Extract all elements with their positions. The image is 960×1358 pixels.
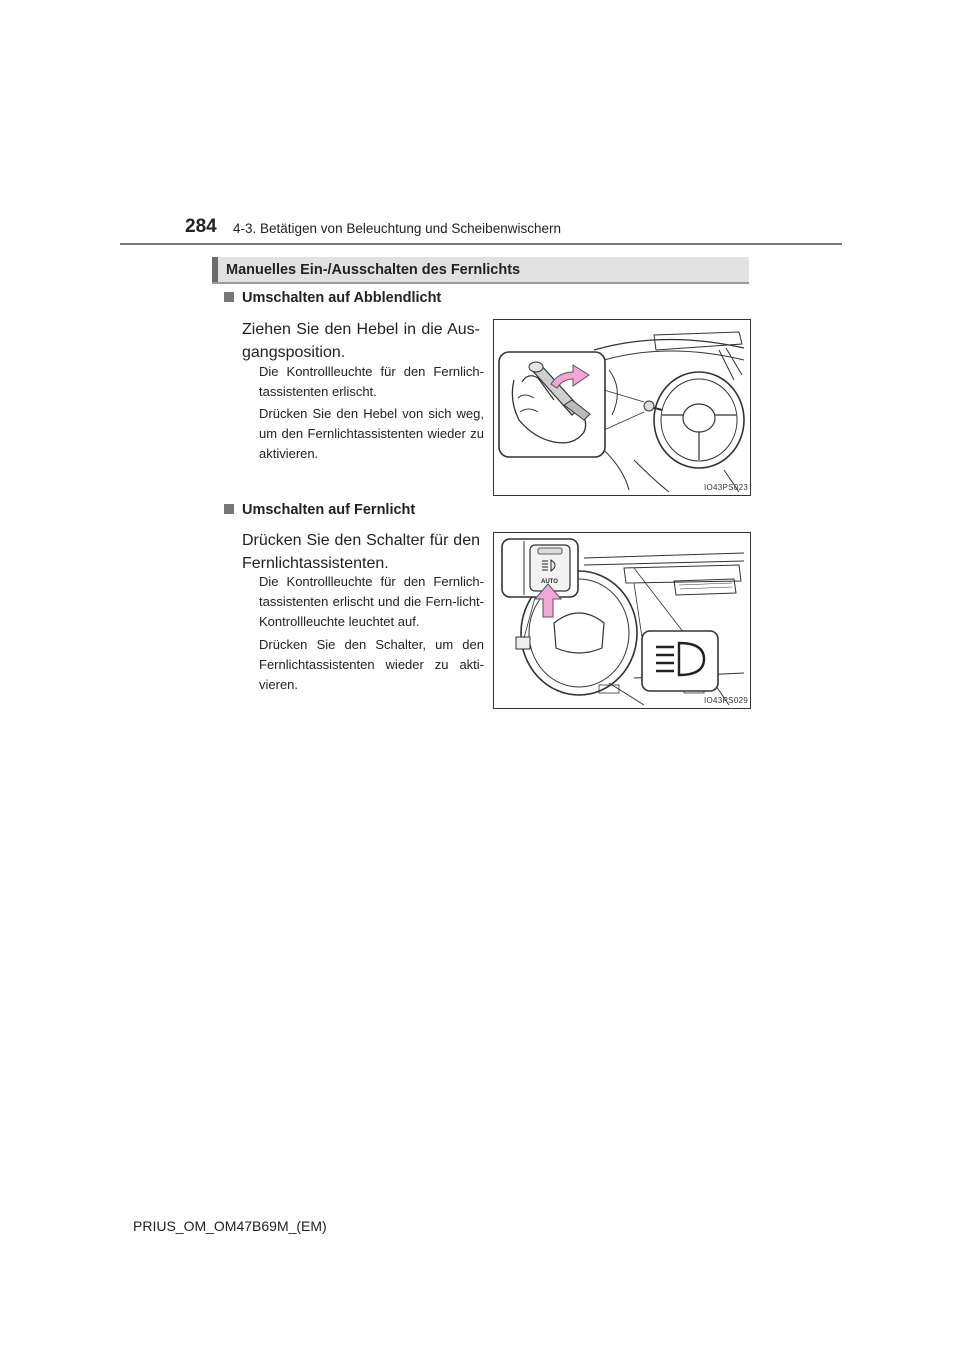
square-bullet-icon [224, 292, 234, 302]
figure-code: IO43PS029 [704, 696, 749, 705]
note-low-beam-2: Drücken Sie den Hebel von sich weg, um den Fernlichtassistenten wieder zu aktivieren. [259, 406, 484, 461]
section-title: Manuelles Ein-/Ausschalten des Fernlichts [226, 262, 521, 278]
note-high-beam-2: Drücken Sie den Schalter, um den Fernlichtassistenten wieder zu akti-vieren. [259, 637, 484, 692]
note-high-beam-1: Die Kontrollleuchte für den Fernlich-tassistenten erlischt und die Fern-licht-Kontrollleuchte leuchtet auf. [259, 574, 484, 629]
subheading-low-beam: Umschalten auf Abblendlicht [224, 290, 441, 306]
section-underline [212, 282, 749, 284]
section-heading-bar [212, 257, 749, 284]
figure-switch-illustration [493, 532, 751, 709]
header-divider [120, 243, 842, 245]
page-number: 284 [185, 216, 217, 237]
lever-illustration [494, 320, 750, 495]
lever-arrow-icon [549, 362, 591, 392]
square-bullet-icon [224, 504, 234, 514]
section-accent [212, 257, 218, 284]
figure-lever-illustration [493, 319, 751, 496]
chapter-title: 4-3. Betätigen von Beleuchtung und Scheibenwischern [233, 221, 561, 236]
instruction-high-beam: Drücken Sie den Schalter für den Fernlichtassistenten. [242, 532, 480, 572]
note-low-beam-1: Die Kontrollleuchte für den Fernlich-tassistenten erlischt. [259, 364, 484, 399]
subheading-high-beam: Umschalten auf Fernlicht [224, 502, 415, 518]
push-arrow-icon [534, 583, 562, 619]
instruction-low-beam: Ziehen Sie den Hebel in die Aus-gangsposition. [242, 321, 480, 361]
switch-illustration [494, 533, 750, 708]
switch-auto-label: AUTO [541, 579, 558, 585]
document-id: PRIUS_OM_OM47B69M_(EM) [133, 1218, 327, 1234]
figure-code: IO43PS023 [704, 483, 749, 492]
